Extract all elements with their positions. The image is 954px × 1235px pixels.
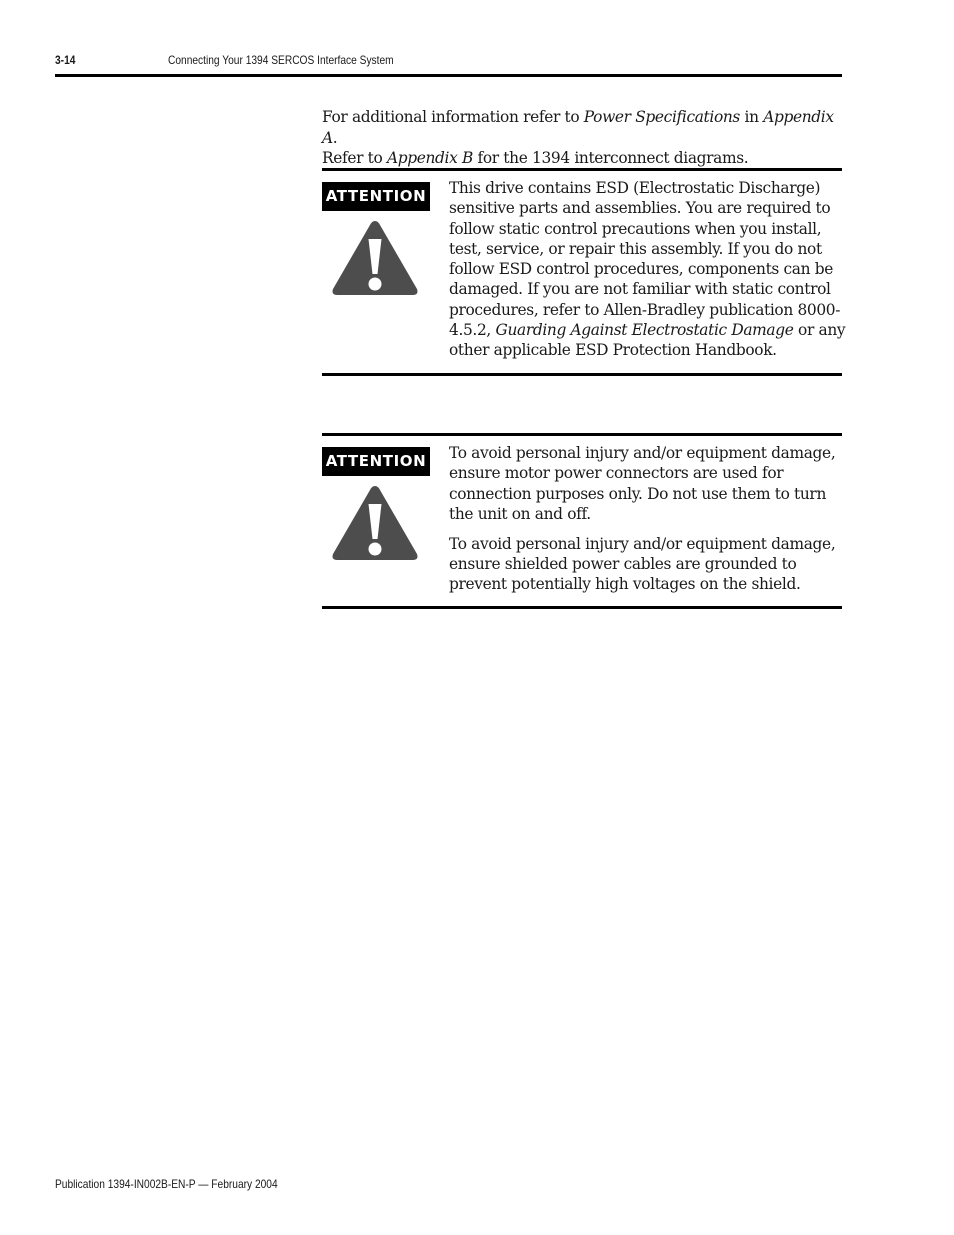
intro-line-1 (322, 107, 852, 148)
power-specifications-ref: Power Specifications (583, 108, 740, 126)
attention-label: ATTENTION (322, 182, 430, 211)
attention-text: or any other applicable ESD Protection Handbook. (449, 321, 846, 360)
attention-box-power (322, 433, 842, 609)
intro-text: For additional information refer to (322, 108, 584, 126)
attention-text: This drive contains ESD (Electrostatic Discharge) sensitive parts and assemblies. You are required to follow static control precautions when you install, test, service, or repair this assembly. If you do not follow ESD control procedures, components can be damaged. If you are not familiar with static control procedures, refer to Allen-Bradley publication 8000-4.5.2, (449, 179, 841, 340)
intro-paragraph (322, 107, 852, 169)
intro-text: . (332, 128, 338, 147)
attention-paragraph-1: To avoid personal injury and/or equipment damage, ensure motor power connectors are used for connection purposes only. Do not use them to turn the unit on and off. (449, 444, 836, 523)
publication-footer: Publication 1394-IN002B-EN-P — February 2004 (55, 1177, 278, 1191)
intro-text: Refer to (322, 149, 387, 167)
attention-text-esd (449, 178, 849, 370)
intro-line-2 (322, 148, 852, 169)
appendix-b-ref: Appendix B (386, 149, 473, 167)
page-number: 3-14 (55, 53, 76, 67)
attention-box-esd (322, 168, 846, 376)
header-rule (55, 74, 842, 77)
attention-paragraph-2: To avoid personal injury and/or equipment damage, ensure shielded power cables are grounded to prevent potentially high voltages on the shield. (449, 534, 836, 594)
attention-label: ATTENTION (322, 447, 430, 476)
attention-paragraph (449, 178, 849, 361)
appendix-a-ref: Appendix A (322, 108, 834, 147)
guarding-esd-ref: Guarding Against Electrostatic Damage (495, 321, 794, 340)
exclamation-triangle-icon (330, 482, 420, 564)
running-header-title: Connecting Your 1394 SERCOS Interface System (168, 53, 394, 67)
attention-text-power (449, 443, 849, 604)
intro-text: in (739, 108, 764, 126)
exclamation-triangle-icon (330, 217, 420, 299)
intro-text: for the 1394 interconnect diagrams. (472, 149, 749, 167)
